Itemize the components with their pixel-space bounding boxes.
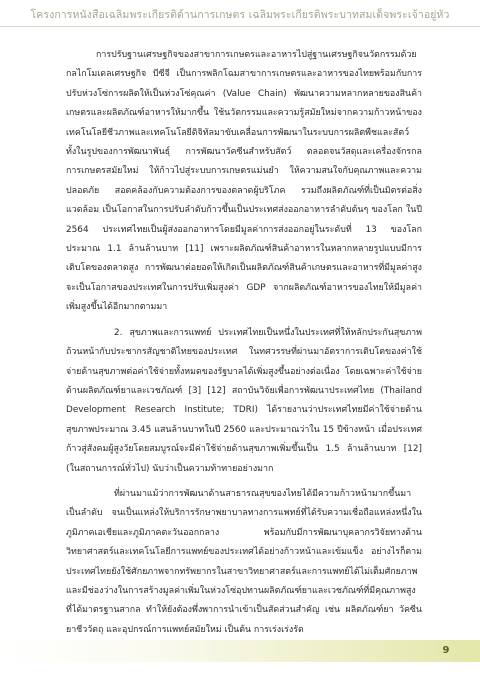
paragraph-bcg-agriculture: การปรับฐานเศรษฐกิจของสาขาการเกษตรและอาหารไปสู่ฐานเศรษฐกิจนวัตกรรมด้วยกลไกโมเดลเศรษฐกิจ บีซีจี เป็นการพลิกโฉมสาขาการเกษตรและอาหารของไทยพร้อมกับการปรับห่วงโซ่การผลิตให้เป็นห่วงโซ่คุณค่า (Value Chain) พัฒนาความหลากหลายของสินค้าเกษตรและผลิตภัณฑ์อาหารให้มากขึ้น ใช้นวัตกรรมและความรู้สมัยใหม่จากความก้าวหน้าของเทคโนโลยีชีวภาพและเทคโนโลยีดิจิทัลมาขับเคลื่อนการพัฒนาในระบบการผลิตพืชและสัตว์ ทั้งในรูปของการพัฒนาพันธุ์ การพัฒนาวัคซีนสำหรับสัตว์ ตลอดจนวัสดุและเครื่องจักรกลการเกษตรสมัยใหม่ ให้ก้าวไปสู่ระบบการเกษตรแม่นยำ ให้ความสนใจกับคุณภาพและความปลอดภัย สอดคล้องกับความต้องการของตลาดผู้บริโภค รวมถึงผลิตภัณฑ์ที่เป็นมิตรต่อสิ่งแวดล้อม เป็นโอกาสในการปรับลำดับก้าวขึ้นเป็นประเทศส่งออกอาหารลำดับต้นๆ ของโลก ในปี 2564 ประเทศไทยเป็นผู้ส่งออกอาหารโดยมีมูลค่าการส่งออกอยู่ในระดับที่ 13 ของโลก ประมาณ 1.1 ล้านล้านบาท [11] เพราะผลิตภัณฑ์สินค้าอาหารในหลากหลายรูปแบบมีการเติบโตของตลาดสูง การพัฒนาต่อยอดให้เกิดเป็นผลิตภัณฑ์สินค้าเกษตรและอาหารที่มีมูลค่าสูงจะเป็นโอกาสของประเทศในการปรับเพิ่มสูงค่า GDP จากผลิตภัณฑ์อาหารของไทยให้มีมูลค่าเพิ่มสูงขึ้นได้อีกมากตามมา xyxy=(66,50,422,313)
running-header-title: โครงการหนังสือเฉลิมพระเกียรติด้านการเกษตร เฉลิมพระเกียรติพระบาทสมเด็จพระเจ้าอยู่หัว xyxy=(30,9,450,21)
paragraph-health-medical: 2. สุขภาพและการแพทย์ ประเทศไทยเป็นหนึ่งในประเทศที่ให้หลักประกันสุขภาพถ้วนหน้ากับประชากรสัญชาติไทยของประเทศ ในทศวรรษที่ผ่านมาอัตราการเติบโตของค่าใช้จ่ายด้านสุขภาพต่อค่าใช้จ่ายทั้งหมดของรัฐบาลได้เพิ่มสูงขึ้นอย่างต่อเนื่อง โดยเฉพาะค่าใช้จ่ายด้านผลิตภัณฑ์ยาและเวชภัณฑ์ [3] [12] สถาบันวิจัยเพื่อการพัฒนาประเทศไทย (Thailand Development Research Institute; TDRI) ได้รายงานว่าประเทศไทยมีค่าใช้จ่ายด้านสุขภาพประมาณ 3.45 แสนล้านบาทในปี 2560 และประมาณว่าใน 15 ปีข้างหน้า เมื่อประเทศก้าวสู่สังคมผู้สูงวัยโดยสมบูรณ์จะมีค่าใช้จ่ายด้านสุขภาพเพิ่มขึ้นเป็น 1.5 ล้านล้านบาท [12] (ในสถานการณ์ทั่วไป) นับว่าเป็นความท้าทายอย่างมาก xyxy=(66,327,422,474)
header-divider xyxy=(0,26,480,27)
page-header xyxy=(0,0,480,34)
footer-bar xyxy=(0,640,480,662)
page-number: 9 xyxy=(442,645,450,656)
body-text xyxy=(66,46,422,640)
paragraph-public-health-development: ที่ผ่านมาแม้ว่าการพัฒนาด้านสาธารณสุขของไทยได้มีความก้าวหน้ามากขึ้นมาเป็นลำดับ จนเป็นแหล่งให้บริการรักษาพยาบาลทางการแพทย์ที่ได้รับความเชื่อถือแหล่งหนึ่งในภูมิภาคเอเชียและภูมิภาคตะวันออกกลาง พร้อมกับมีการพัฒนาบุคลากรวิจัยทางด้านวิทยาศาสตร์และเทคโนโลยีการแพทย์ของประเทศได้อย่างก้าวหน้าและเข้มแข็ง อย่างไรก็ตามประเทศไทยยังใช้ศักยภาพจากทรัพยากรในสาขาวิทยาศาสตร์และการแพทย์ได้ไม่เต็มศักยภาพ และมีช่องว่างในการสร้างมูลค่าเพิ่มในห่วงโซ่อุปทานผลิตภัณฑ์ยาและเวชภัณฑ์ที่มีคุณภาพสูง ที่ได้มาตรฐานสากล ทำให้ยังต้องพึ่งพาการนำเข้าเป็นสัดส่วนสำคัญ เช่น ผลิตภัณฑ์ยา วัคซีน ยาชีววัตถุ และอุปกรณ์การแพทย์สมัยใหม่ เป็นต้น การเร่งเร่งรัด xyxy=(66,488,422,635)
